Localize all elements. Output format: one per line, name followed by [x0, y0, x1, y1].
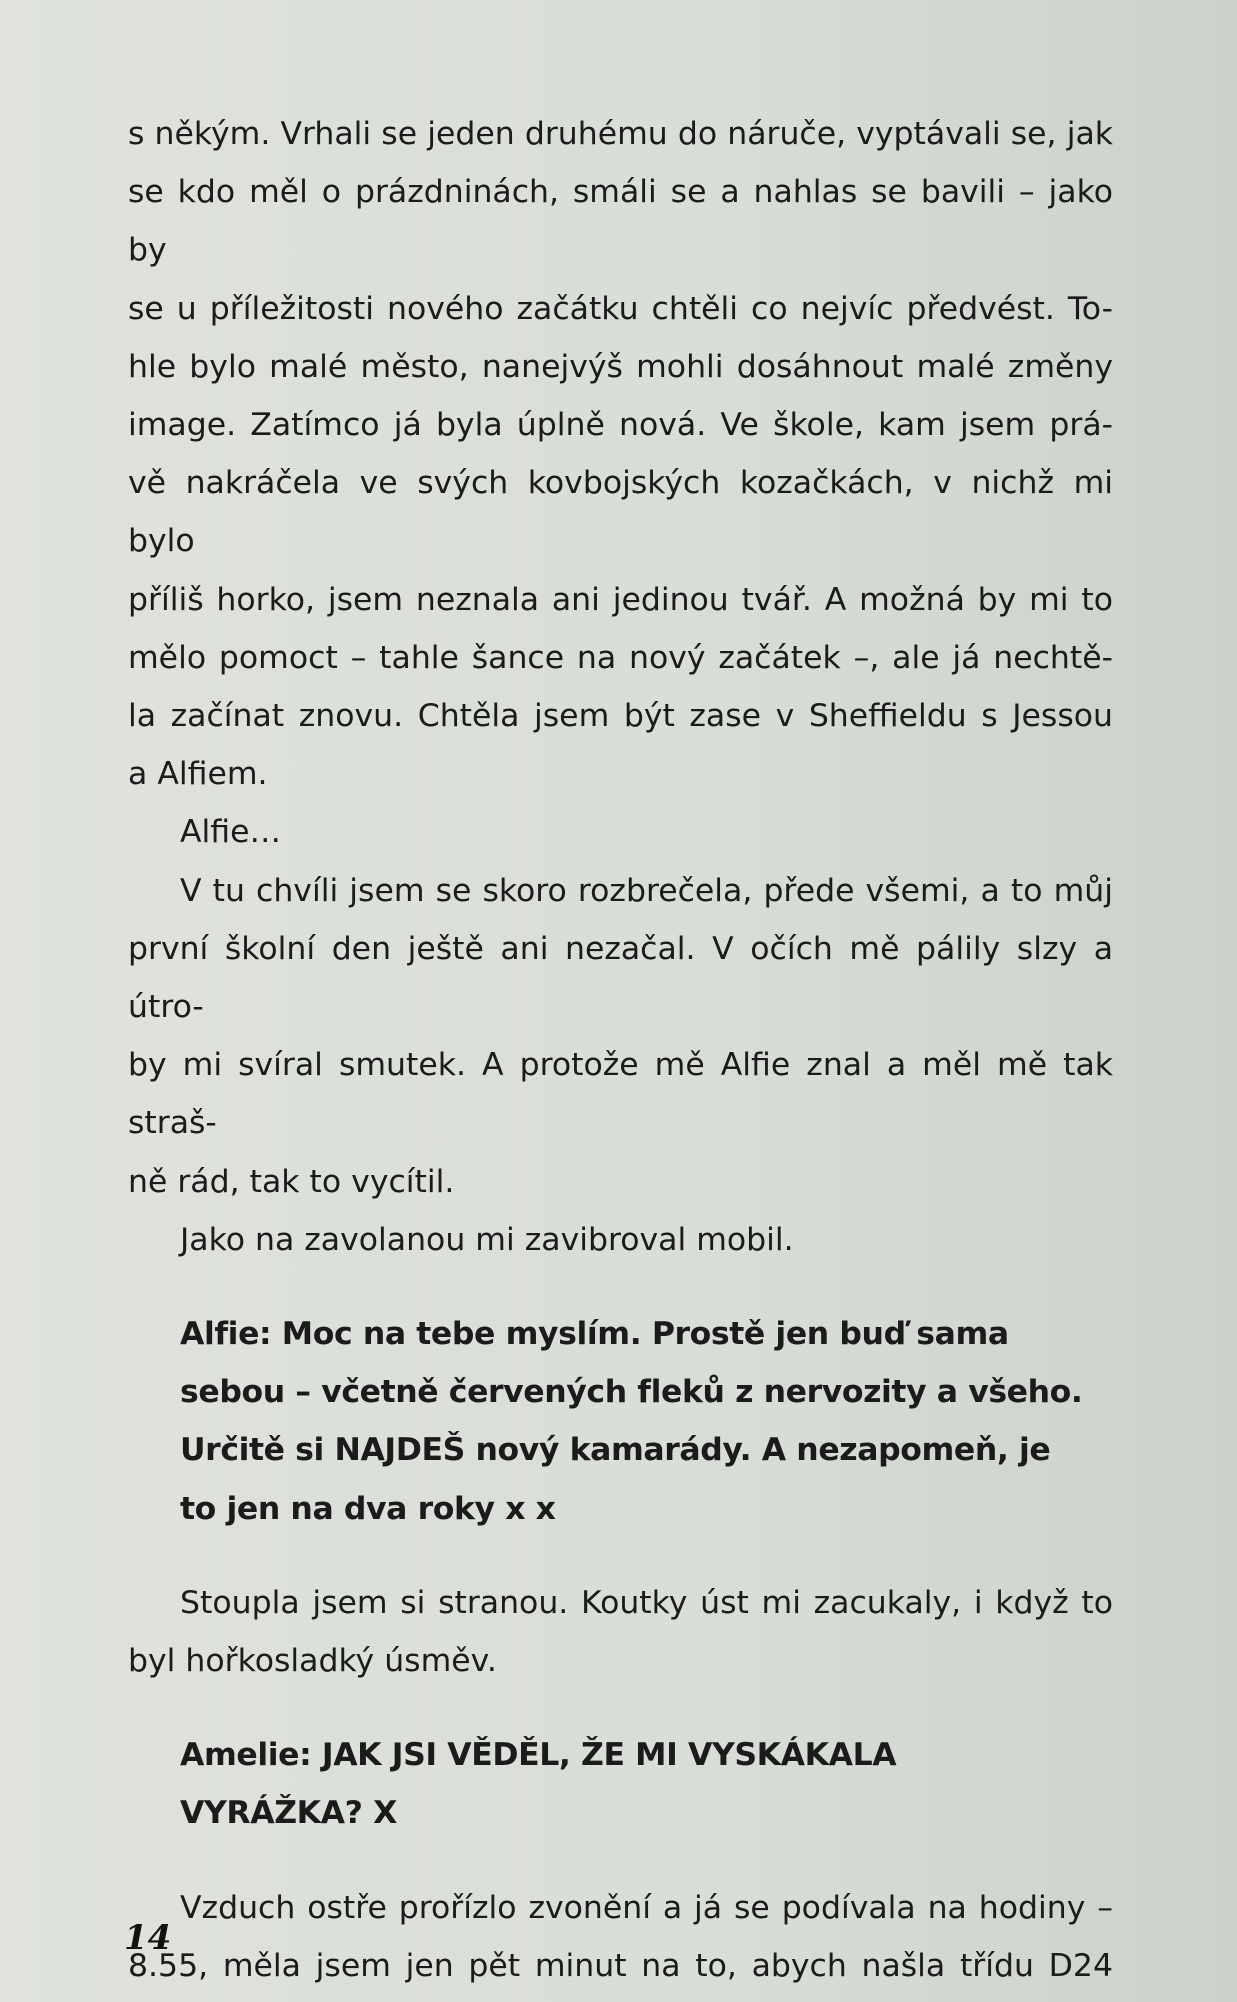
text-line: Stoupla jsem si stranou. Koutky úst mi zacukaly, i když to	[180, 1584, 1113, 1621]
paragraph-5	[128, 1574, 1113, 1690]
text-message-alfie	[128, 1305, 1113, 1538]
spacer	[128, 1538, 1113, 1574]
spacer	[128, 1269, 1113, 1305]
text-line: ně rád, tak to vycítil.	[128, 1163, 455, 1200]
text-line: Vzduch ostře prořízlo zvonění a já se podívala na hodiny –	[180, 1889, 1113, 1926]
paragraph-4	[128, 1211, 1113, 1269]
body-text	[128, 105, 1113, 1995]
text-line: byl hořkosladký úsměv.	[128, 1643, 497, 1680]
paragraph-3	[128, 862, 1113, 1211]
text-line: by mi svíral smutek. A protože mě Alfie znal a měl mě tak straš-	[128, 1047, 1113, 1142]
message-line: sebou – včetně červených fleků z nervozity a všeho.	[180, 1374, 1083, 1411]
text-line: Jako na zavolanou mi zavibroval mobil.	[180, 1221, 794, 1258]
text-message-amelie	[128, 1726, 1113, 1842]
text-line: Alfie…	[180, 814, 282, 851]
spacer	[128, 1690, 1113, 1726]
text-line: se kdo měl o prázdninách, smáli se a nahlas se bavili – jako by	[128, 174, 1113, 269]
text-line: V tu chvíli jsem se skoro rozbrečela, přede všemi, a to můj	[180, 872, 1113, 909]
message-line: Určitě si NAJDEŠ nový kamarády. A nezapomeň, je	[180, 1432, 1051, 1469]
paragraph-1	[128, 105, 1113, 803]
message-line: Amelie: JAK JSI VĚDĚL, ŽE MI VYSKÁKALA	[180, 1737, 897, 1774]
text-line: vě nakráčela ve svých kovbojských kozačkách, v nichž mi bylo	[128, 465, 1113, 560]
text-line: la začínat znovu. Chtěla jsem být zase v Sheffieldu s Jessou	[128, 698, 1113, 735]
text-line: a Alfiem.	[128, 756, 268, 793]
paragraph-2	[128, 803, 1113, 861]
message-line: to jen na dva roky x x	[180, 1490, 556, 1527]
message-line: Alfie: Moc na tebe myslím. Prostě jen buď sama	[180, 1316, 1009, 1353]
text-line: mělo pomoct – tahle šance na nový začátek –, ale já nechtě-	[128, 639, 1113, 676]
page-number: 14	[124, 1918, 172, 1958]
text-line: hle bylo malé město, nanejvýš mohli dosáhnout malé změny	[128, 348, 1113, 385]
paragraph-6	[128, 1879, 1113, 1995]
text-line: 8.55, měla jsem jen pět minut na to, abych našla třídu D24	[128, 1947, 1113, 1984]
text-line: se u příležitosti nového začátku chtěli co nejvíc předvést. To-	[128, 290, 1113, 327]
text-line: první školní den ještě ani nezačal. V očích mě pálily slzy a útro-	[128, 930, 1113, 1026]
message-line: VYRÁŽKA? X	[180, 1795, 397, 1832]
spacer	[128, 1843, 1113, 1879]
text-line: s někým. Vrhali se jeden druhému do náruče, vyptávali se, jak	[128, 116, 1113, 152]
text-line: příliš horko, jsem neznala ani jedinou tvář. A možná by mi to	[128, 581, 1113, 618]
text-line: image. Zatímco já byla úplně nová. Ve škole, kam jsem prá-	[128, 407, 1113, 444]
